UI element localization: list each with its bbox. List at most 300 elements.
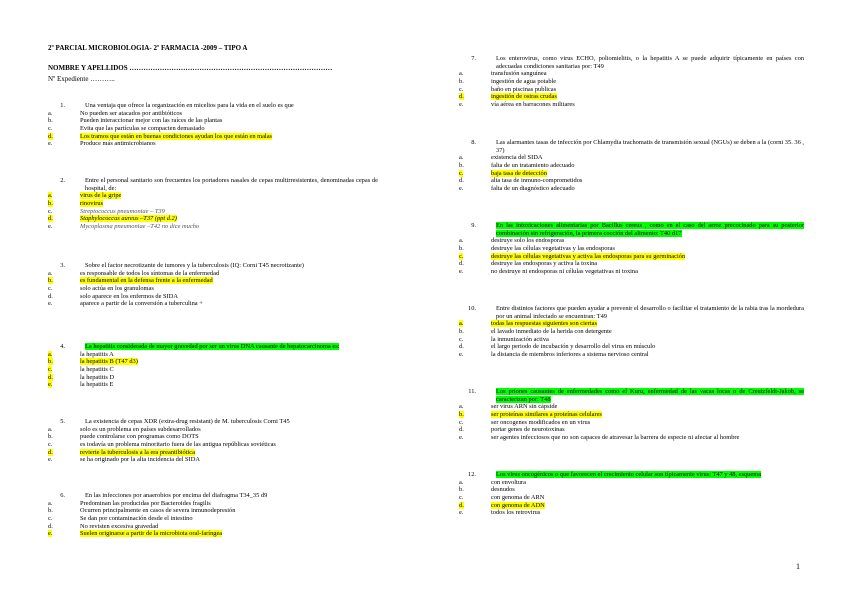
- option-text: [491, 162, 804, 170]
- question-text: [496, 139, 804, 154]
- answer-option[interactable]: [459, 509, 804, 517]
- option-text: [80, 507, 378, 515]
- option-letter-text: b.: [459, 78, 464, 86]
- question-stem: [459, 471, 804, 479]
- option-text-content: aparece a partir de la conversión a tuberculina +: [80, 300, 203, 308]
- option-letter-text: e.: [48, 530, 53, 538]
- answer-option[interactable]: [48, 208, 378, 216]
- question-number: 12.: [468, 471, 476, 478]
- option-text-content: No revisten excesiva gravedad: [80, 522, 159, 530]
- option-text-content: es responsable de todos los síntomas de la enfermedad: [80, 269, 220, 277]
- answer-option[interactable]: [48, 507, 378, 515]
- answer-option[interactable]: [48, 192, 378, 200]
- option-letter: [48, 426, 80, 434]
- option-text: [491, 245, 804, 253]
- option-text-content: el largo periodo de incubación y desarrollo del virus en músculo: [491, 343, 656, 351]
- option-text: [491, 70, 804, 78]
- option-text: [491, 351, 804, 359]
- option-text-content: es fundamental en la defensa frente a la enfermedad: [80, 277, 213, 285]
- question-4: [48, 343, 378, 389]
- option-letter: [459, 260, 491, 268]
- exam-title: 2º PARCIAL MICROBIOLOGIA- 2º FARMACIA -2009 – TIPO A: [48, 44, 248, 52]
- option-letter: [459, 486, 491, 494]
- option-text: [80, 117, 378, 125]
- answer-option[interactable]: [459, 154, 804, 162]
- answer-option[interactable]: [459, 162, 804, 170]
- option-text: [80, 270, 378, 278]
- answer-option[interactable]: [459, 237, 804, 245]
- option-letter-text: a.: [48, 269, 53, 277]
- option-letter: [459, 154, 491, 162]
- question-text-content: Entre el personal sanitario son frecuentes los portadores nasales de cepas multirresistentes, denominadas cepas de hospital, de:: [85, 177, 378, 192]
- option-text-content: destruye las células vegetativas y las endosporas: [491, 245, 615, 253]
- option-letter-text: a.: [48, 109, 53, 117]
- question-text: [496, 55, 804, 70]
- option-text-content: Predominan las producidas por Bacteroides fragilis: [80, 499, 211, 507]
- option-text-content: la hepatitis C: [80, 366, 114, 374]
- option-text: [80, 300, 378, 308]
- answer-option[interactable]: [48, 270, 378, 278]
- answer-option[interactable]: [48, 133, 378, 141]
- option-text-content: Produce más antimicrobianos: [80, 140, 156, 148]
- option-text-content: Pueden interaccionar mejor con las raíces de las plantas: [80, 117, 223, 125]
- option-letter: [459, 177, 491, 185]
- answer-option[interactable]: [459, 86, 804, 94]
- option-text: [491, 426, 804, 434]
- option-text-content: solo actúa en los granulomas: [80, 285, 154, 293]
- option-text: [80, 192, 378, 200]
- option-text-content: solo aparece en los enfermos de SIDA: [80, 292, 178, 300]
- option-letter-text: a.: [459, 320, 464, 328]
- option-text-content: Ocurren principalmente en casos de severa inmunodepresión: [80, 507, 236, 515]
- option-text-content: no destruye ni endosporas ni células vegetativas ni toxina: [491, 268, 638, 276]
- option-letter-text: b.: [48, 507, 53, 515]
- option-letter-text: d.: [459, 177, 464, 185]
- option-text-content: la hepatitis A: [80, 350, 114, 358]
- option-letter: [459, 403, 491, 411]
- question-3: [48, 262, 378, 308]
- option-letter-text: c.: [48, 366, 53, 374]
- answer-option[interactable]: [48, 426, 378, 434]
- name-field-label: NOMBRE Y APELLIDOS ……………………………………………………………………………: [48, 64, 333, 72]
- question-stem: [48, 492, 378, 500]
- option-letter: [48, 140, 80, 148]
- question-8: [459, 139, 804, 193]
- answer-option[interactable]: [459, 93, 804, 101]
- option-letter: [459, 245, 491, 253]
- answer-option[interactable]: [459, 185, 804, 193]
- answer-option[interactable]: [459, 320, 804, 328]
- option-text-content: Evita que las partículas se compacten demasiado: [80, 125, 205, 133]
- option-text-content: la hepatitis E: [80, 381, 114, 389]
- option-text-content: rinovirus: [80, 200, 104, 208]
- option-text-content: la hepatitis B (T47 d3): [80, 358, 138, 366]
- question-stem: [48, 177, 378, 192]
- option-letter-text: c.: [48, 515, 53, 523]
- answer-option[interactable]: [459, 336, 804, 344]
- option-letter-text: c.: [48, 441, 53, 449]
- option-letter: [459, 78, 491, 86]
- answer-option[interactable]: [48, 358, 378, 366]
- option-text-content: existencia del SIDA: [491, 154, 543, 162]
- option-letter: [459, 101, 491, 109]
- question-text: [85, 343, 378, 351]
- option-letter-text: d.: [459, 343, 464, 351]
- option-text-content: todas las respuestas siguientes son ciertas: [491, 320, 597, 328]
- option-letter: [459, 93, 491, 101]
- answer-option[interactable]: [48, 285, 378, 293]
- question-stem: [48, 343, 378, 351]
- option-letter-text: c.: [48, 125, 53, 133]
- option-text: [491, 486, 804, 494]
- option-letter-text: a.: [459, 478, 464, 486]
- answer-option[interactable]: [48, 500, 378, 508]
- option-text: [80, 433, 378, 441]
- option-text-content: No pueden ser atacados por antibióticos: [80, 109, 183, 117]
- answer-option[interactable]: [459, 434, 804, 442]
- question-text-content: La hepatitis considerada de mayor gravedad por ser un virus DNA causante de hepatocarcinoma es:: [85, 343, 340, 350]
- question-number: 5.: [60, 418, 65, 425]
- option-text: [80, 208, 378, 216]
- answer-option[interactable]: [459, 177, 804, 185]
- question-text-content: Los virus oncogénicos o que favorecen el crecimiento celular son típicamente virus: T47 y 48, esquema: [496, 471, 762, 478]
- answer-option[interactable]: [48, 125, 378, 133]
- answer-option[interactable]: [459, 502, 804, 510]
- option-letter-text: c.: [48, 285, 53, 293]
- option-letter-text: e.: [459, 434, 464, 442]
- option-text: [80, 200, 378, 208]
- question-number: 11.: [468, 388, 476, 395]
- answer-option[interactable]: [48, 293, 378, 301]
- option-letter-text: a.: [48, 192, 53, 200]
- option-text-content: ingestión de ostras crudas: [491, 93, 557, 101]
- expediente-label: Nº Expediente ………..: [48, 75, 115, 83]
- option-text: [80, 515, 378, 523]
- option-letter-text: d.: [48, 215, 53, 223]
- answer-option[interactable]: [48, 433, 378, 441]
- question-text: [496, 388, 804, 403]
- option-text-content: portar genes de neurotoxinas: [491, 426, 565, 434]
- option-letter-text: c.: [459, 85, 464, 93]
- answer-option[interactable]: [48, 381, 378, 389]
- option-text-content: con genoma de ADN: [491, 501, 545, 509]
- option-text-content: falta de un tratamiento adecuado: [491, 162, 575, 170]
- option-letter-text: e.: [48, 223, 53, 231]
- option-text-content: la distancia de miembros inferiores a sistema nervioso central: [491, 351, 649, 359]
- option-letter-text: a.: [459, 70, 464, 78]
- question-stem: [459, 139, 804, 154]
- option-letter-text: b.: [48, 277, 53, 285]
- option-text: [80, 351, 378, 359]
- option-text: [80, 223, 378, 231]
- answer-option[interactable]: [48, 515, 378, 523]
- option-text: [80, 140, 378, 148]
- option-letter: [48, 277, 80, 285]
- question-5: [48, 418, 378, 464]
- answer-option[interactable]: [459, 260, 804, 268]
- answer-option[interactable]: [459, 101, 804, 109]
- answer-option[interactable]: [48, 351, 378, 359]
- option-letter: [459, 434, 491, 442]
- option-text: [80, 285, 378, 293]
- question-text: [496, 471, 804, 479]
- answer-option[interactable]: [459, 479, 804, 487]
- option-text-content: todos los retrovirus: [491, 509, 541, 517]
- question-stem: [48, 102, 378, 110]
- option-text-content: con genoma de ARN: [491, 494, 545, 502]
- question-stem: [48, 262, 378, 270]
- option-text: [491, 502, 804, 510]
- option-text: [491, 177, 804, 185]
- answer-option[interactable]: [459, 78, 804, 86]
- question-6: [48, 492, 378, 538]
- option-letter: [459, 426, 491, 434]
- answer-option[interactable]: [459, 351, 804, 359]
- option-text-content: desnudos: [491, 486, 515, 494]
- option-letter-text: d.: [48, 448, 53, 456]
- option-text: [491, 101, 804, 109]
- answer-option[interactable]: [459, 426, 804, 434]
- option-letter-text: d.: [48, 292, 53, 300]
- question-number: 8.: [471, 139, 476, 146]
- option-letter: [459, 70, 491, 78]
- option-text-content: solo es un problema en países subdesarrollados: [80, 425, 201, 433]
- option-letter: [459, 170, 491, 178]
- answer-option[interactable]: [48, 456, 378, 464]
- option-letter-text: a.: [48, 499, 53, 507]
- question-7: [459, 55, 804, 109]
- option-text: [80, 449, 378, 457]
- option-letter-text: b.: [459, 245, 464, 253]
- option-text: [491, 237, 804, 245]
- question-stem: [459, 222, 804, 237]
- option-letter: [459, 268, 491, 276]
- question-11: [459, 388, 804, 442]
- option-letter: [48, 270, 80, 278]
- option-letter: [459, 494, 491, 502]
- option-text: [80, 456, 378, 464]
- option-letter: [48, 381, 80, 389]
- option-letter: [48, 500, 80, 508]
- option-letter-text: e.: [459, 101, 464, 109]
- answer-option[interactable]: [48, 277, 378, 285]
- answer-option[interactable]: [459, 419, 804, 427]
- option-text: [491, 154, 804, 162]
- option-letter-text: e.: [48, 300, 53, 308]
- question-number: 7.: [471, 55, 476, 62]
- option-letter: [459, 411, 491, 419]
- answer-option[interactable]: [459, 253, 804, 261]
- question-9: [459, 222, 804, 276]
- option-letter: [48, 358, 80, 366]
- answer-option[interactable]: [459, 328, 804, 336]
- question-text-content: Entre distintos factores que pueden ayudar a prevenir el desarrollo o facilitar el tratamiento de la rabia tras la mordedura por un animal infectado se encuentran: T49: [496, 305, 804, 320]
- option-text-content: ser agentes infecciosos que no son capaces de atravesar la barrera de especie ni afectar al hombre: [491, 434, 740, 442]
- option-letter: [459, 343, 491, 351]
- answer-option[interactable]: [48, 117, 378, 125]
- option-text: [80, 215, 378, 223]
- option-text-content: baja tasa de detección: [491, 169, 547, 177]
- option-text-content: Mycoplasma pneumoniae –T42 no dice mucho: [80, 223, 200, 231]
- answer-option[interactable]: [48, 374, 378, 382]
- answer-option[interactable]: [48, 441, 378, 449]
- question-text: [85, 102, 378, 110]
- question-text-content: En las infecciones por anaerobios por encima del diafragma T34_35 d9: [85, 492, 268, 499]
- answer-option[interactable]: [48, 140, 378, 148]
- answer-option[interactable]: [459, 403, 804, 411]
- question-number: 6.: [60, 492, 65, 499]
- option-letter-text: b.: [459, 486, 464, 494]
- option-letter: [459, 509, 491, 517]
- answer-option[interactable]: [48, 523, 378, 531]
- option-text: [491, 268, 804, 276]
- answer-option[interactable]: [459, 343, 804, 351]
- option-letter-text: e.: [459, 185, 464, 193]
- option-text-content: con envoltura: [491, 478, 526, 486]
- question-number: 9.: [471, 222, 476, 229]
- option-letter-text: a.: [48, 425, 53, 433]
- option-letter-text: d.: [48, 373, 53, 381]
- option-letter: [459, 237, 491, 245]
- option-text: [491, 170, 804, 178]
- option-text: [491, 403, 804, 411]
- option-text-content: destruye las endosporas y activa la toxina: [491, 260, 598, 268]
- option-text: [80, 293, 378, 301]
- question-number: 2.: [60, 177, 65, 184]
- option-letter: [459, 479, 491, 487]
- question-text-content: Una ventaja que ofrece la organización en micelios para la vida en el suelo es que: [85, 102, 294, 109]
- option-text: [491, 253, 804, 261]
- option-text: [491, 494, 804, 502]
- option-letter: [459, 320, 491, 328]
- answer-option[interactable]: [459, 486, 804, 494]
- question-number: 3.: [60, 262, 65, 269]
- option-letter: [459, 502, 491, 510]
- option-letter: [459, 336, 491, 344]
- question-text: [85, 492, 378, 500]
- option-letter: [48, 125, 80, 133]
- question-stem: [459, 55, 804, 70]
- option-letter: [48, 200, 80, 208]
- option-text-content: alta tasa de inmuno-comprometidos: [491, 177, 583, 185]
- question-text: [85, 177, 378, 192]
- question-text-content: Los enterovirus, como virus ECHO, poliomielitis, o la hepatitis A se puede adquirir típicamente en países con adecuadas condiciones sanitarias por: T49: [496, 55, 804, 70]
- option-letter: [48, 133, 80, 141]
- option-letter-text: e.: [48, 140, 53, 148]
- option-letter: [48, 110, 80, 118]
- answer-option[interactable]: [48, 530, 378, 538]
- option-text: [80, 277, 378, 285]
- option-letter: [459, 419, 491, 427]
- option-text-content: ser proteínas similares a proteínas celulares: [491, 411, 602, 419]
- question-2: [48, 177, 378, 231]
- answer-option[interactable]: [48, 200, 378, 208]
- option-letter-text: e.: [459, 268, 464, 276]
- answer-option[interactable]: [48, 223, 378, 231]
- option-letter-text: a.: [459, 237, 464, 245]
- question-12: [459, 471, 804, 517]
- option-text-content: destruye solo los endosporas: [491, 237, 565, 245]
- option-text-content: la inmunización activa: [491, 335, 549, 343]
- option-text-content: baño en piscinas publicas: [491, 85, 557, 93]
- option-text: [491, 185, 804, 193]
- answer-option[interactable]: [48, 366, 378, 374]
- option-letter-text: d.: [459, 426, 464, 434]
- option-text: [491, 479, 804, 487]
- option-text-content: puede controlarse con programas como DOTS: [80, 433, 199, 441]
- option-text: [491, 328, 804, 336]
- option-letter-text: b.: [48, 117, 53, 125]
- answer-option[interactable]: [459, 245, 804, 253]
- question-text-content: La existencia de cepas XDR (extra-drug resistant) de M. tuberculosis Corni T45: [85, 418, 290, 425]
- option-text: [80, 110, 378, 118]
- option-letter: [48, 523, 80, 531]
- option-text: [491, 509, 804, 517]
- option-text: [491, 86, 804, 94]
- option-letter-text: c.: [459, 252, 464, 260]
- option-letter: [48, 351, 80, 359]
- option-letter-text: b.: [48, 433, 53, 441]
- answer-option[interactable]: [459, 268, 804, 276]
- answer-option[interactable]: [459, 411, 804, 419]
- option-text: [491, 93, 804, 101]
- option-text: [80, 358, 378, 366]
- option-text: [80, 381, 378, 389]
- answer-option[interactable]: [459, 494, 804, 502]
- option-letter-text: c.: [459, 494, 464, 502]
- option-text: [491, 336, 804, 344]
- answer-option[interactable]: [48, 449, 378, 457]
- option-text-content: virus de la gripe: [80, 192, 122, 200]
- option-text-content: se ha originado por la alta incidencia del SIDA: [80, 456, 200, 464]
- option-letter-text: a.: [459, 154, 464, 162]
- option-letter: [459, 351, 491, 359]
- question-text: [85, 418, 378, 426]
- option-letter-text: d.: [48, 522, 53, 530]
- option-text-content: Suelen originarse a partir de la microbiota oral-faríngea: [80, 530, 223, 538]
- option-letter-text: c.: [459, 418, 464, 426]
- option-text: [80, 426, 378, 434]
- option-letter-text: c.: [459, 335, 464, 343]
- option-letter-text: e.: [48, 456, 53, 464]
- option-letter: [48, 449, 80, 457]
- answer-option[interactable]: [459, 170, 804, 178]
- answer-option[interactable]: [48, 215, 378, 223]
- option-letter-text: d.: [459, 501, 464, 509]
- option-letter: [459, 162, 491, 170]
- question-text-content: Las alarmantes tasas de infección por Chlamydia trachomatis de transmisión sexual (NGUs) se deben a la (corni 35. 36 , 37): [496, 139, 804, 154]
- option-text: [80, 133, 378, 141]
- option-letter-text: a.: [48, 350, 53, 358]
- option-letter-text: b.: [459, 411, 464, 419]
- option-text: [491, 419, 804, 427]
- option-letter-text: c.: [459, 169, 464, 177]
- option-text-content: ingestión de agua potable: [491, 78, 557, 86]
- option-letter: [48, 366, 80, 374]
- option-letter: [459, 185, 491, 193]
- option-text: [491, 411, 804, 419]
- option-text-content: el lavado inmediato de la herida con detergente: [491, 328, 612, 336]
- answer-option[interactable]: [459, 70, 804, 78]
- option-letter: [48, 530, 80, 538]
- option-letter: [48, 374, 80, 382]
- option-text: [491, 343, 804, 351]
- answer-option[interactable]: [48, 300, 378, 308]
- page-number: 1: [796, 562, 800, 571]
- answer-option[interactable]: [48, 110, 378, 118]
- option-text: [80, 374, 378, 382]
- option-text: [80, 523, 378, 531]
